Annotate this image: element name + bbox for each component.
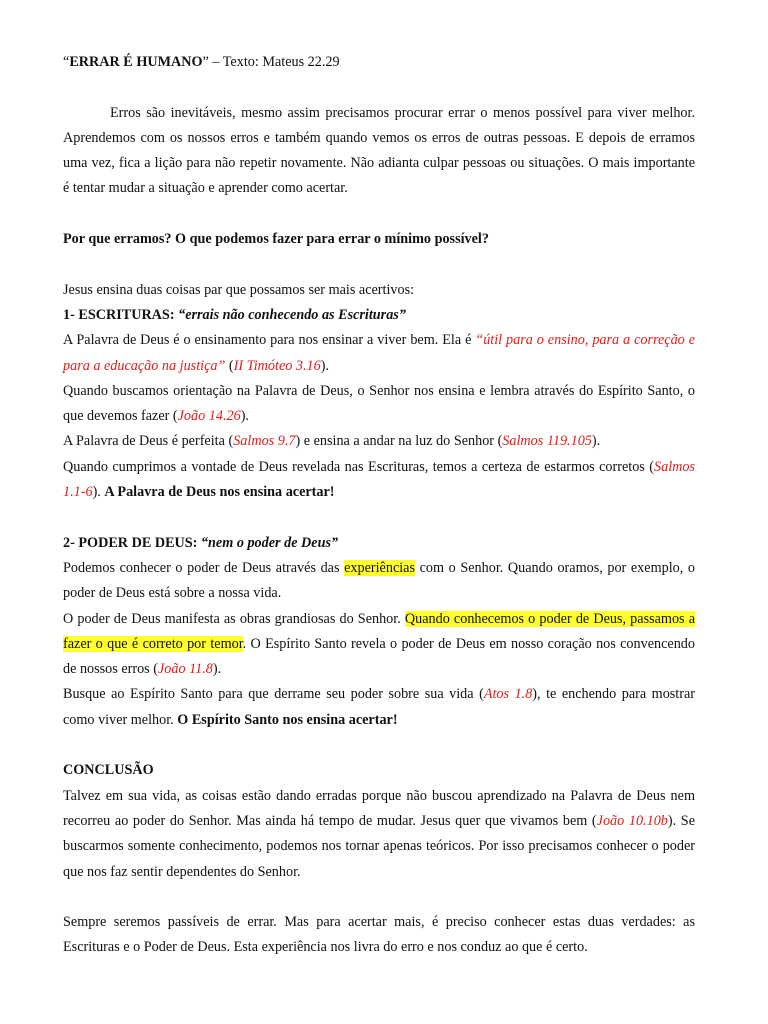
text-run: ). — [212, 661, 222, 678]
bible-reference: João 14.26 — [177, 408, 241, 425]
highlighted-text: experiências — [344, 559, 416, 576]
text-run: A Palavra de Deus é perfeita ( — [63, 433, 234, 450]
section1-paragraph-4 — [63, 455, 695, 506]
section2-quote: “nem o poder de Deus” — [200, 534, 339, 551]
bible-reference: Salmos 119.105 — [502, 433, 592, 450]
bible-reference: Salmos 1.1-6 — [63, 458, 695, 501]
bible-reference: João 10.10b — [596, 812, 668, 829]
section1-paragraph-3 — [63, 429, 695, 454]
text-run: ) e ensina a andar na luz do Senhor ( — [295, 433, 503, 450]
highlighted-text: Quando conhecemos o poder de Deus, passamos a fazer o que é correto por temor — [63, 610, 695, 652]
text-run: . O Espírito Santo revela o poder de Deus em nosso coração nos convencendo de nossos erros ( — [63, 635, 695, 678]
bible-reference: Salmos 9.7 — [233, 433, 296, 450]
text-run: Quando cumprimos a vontade de Deus revelada nas Escrituras, temos a certeza de estarmos corretos ( — [63, 458, 654, 475]
text-run: Busque ao Espírito Santo para que derrame seu poder sobre sua vida ( — [63, 686, 484, 703]
section2-title: 2- PODER DE DEUS: — [63, 534, 201, 551]
title-main: ERRAR É HUMANO — [69, 54, 203, 70]
section1-title: 1- ESCRITURAS: — [63, 306, 179, 323]
section1-conclusion: A Palavra de Deus nos ensina acertar! — [104, 484, 335, 501]
title-quote-close: ” — [202, 54, 209, 70]
text-run: ). Se buscarmos somente conhecimento, podemos nos tornar apenas teóricos. Por isso precisamos conhecer o poder que nos faz sentir dependentes do Senhor. — [63, 812, 695, 880]
conclusion-paragraph-1 — [63, 784, 695, 885]
text-run: ). — [320, 357, 330, 374]
section2-paragraph-3 — [63, 682, 695, 733]
text-run: O poder de Deus manifesta as obras grandiosas do Senhor. — [63, 610, 405, 627]
document-title — [63, 50, 695, 75]
conclusion-paragraph-2: Sempre seremos passíveis de errar. Mas para acertar mais, é preciso conhecer estas duas verdades: as Escrituras e o Poder de Deus. Esta experiência nos livra do erro e nos conduz ao que é certo. — [63, 914, 695, 956]
bible-reference: II Timóteo 3.16 — [233, 357, 321, 374]
text-run: ). — [92, 484, 105, 501]
text-run: com o Senhor. Quando oramos, por exemplo, o poder de Deus está sobre a nossa vida. — [63, 559, 695, 602]
bible-quote: “útil para o ensino, para a correção e para a educação na justiça” — [63, 332, 695, 374]
section2-paragraph-2 — [63, 607, 695, 683]
text-run: ), te enchendo para mostrar como viver melhor. — [63, 686, 695, 728]
section1-paragraph-1 — [63, 328, 695, 379]
section2-conclusion: O Espírito Santo nos ensina acertar! — [177, 711, 398, 728]
bible-reference: Atos 1.8 — [483, 686, 533, 703]
text-run: A Palavra de Deus é o ensinamento para nos ensinar a viver bem. Ela é — [63, 332, 476, 349]
text-run: ). — [240, 408, 249, 425]
text-run: Quando buscamos orientação na Palavra de Deus, o Senhor nos ensina e lembra através do Espírito Santo, o que devemos fazer ( — [63, 382, 695, 425]
section2-heading — [63, 531, 695, 556]
section1-heading — [63, 303, 695, 328]
text-run: ( — [225, 357, 234, 374]
section1-quote: “errais não conhecendo as Escrituras” — [178, 306, 406, 323]
section2-paragraph-1 — [63, 556, 695, 607]
section1-paragraph-2 — [63, 379, 695, 430]
text-run: Talvez em sua vida, as coisas estão dando erradas porque não buscou aprendizado na Palavra de Deus nem recorreu ao poder do Senhor. Mas ainda há tempo de mudar. Jesus quer que vivamos bem ( — [63, 787, 695, 829]
jesus-teaching-line: Jesus ensina duas coisas par que possamos ser mais acertivos: — [63, 281, 415, 298]
text-run: Podemos conhecer o poder de Deus através das — [63, 559, 345, 576]
title-quote-open: “ — [63, 54, 70, 70]
question-heading: Por que erramos? O que podemos fazer para errar o mínimo possível? — [63, 231, 489, 248]
bible-reference: João 11.8 — [157, 661, 213, 678]
conclusion-heading: CONCLUSÃO — [63, 762, 154, 779]
intro-paragraph: Erros são inevitáveis, mesmo assim precisamos procurar errar o menos possível para viver melhor. Aprendemos com os nossos erros e também quando vemos os erros de outras pessoas. E depois de erramos uma vez, fica a lição para não repetir novamente. Não adianta culpar pessoas ou situações. O mais importante é tentar mudar a situação e aprender como acertar. — [63, 104, 695, 197]
text-run: ). — [591, 433, 601, 450]
title-text-reference: – Texto: Mateus 22.29 — [208, 54, 340, 70]
